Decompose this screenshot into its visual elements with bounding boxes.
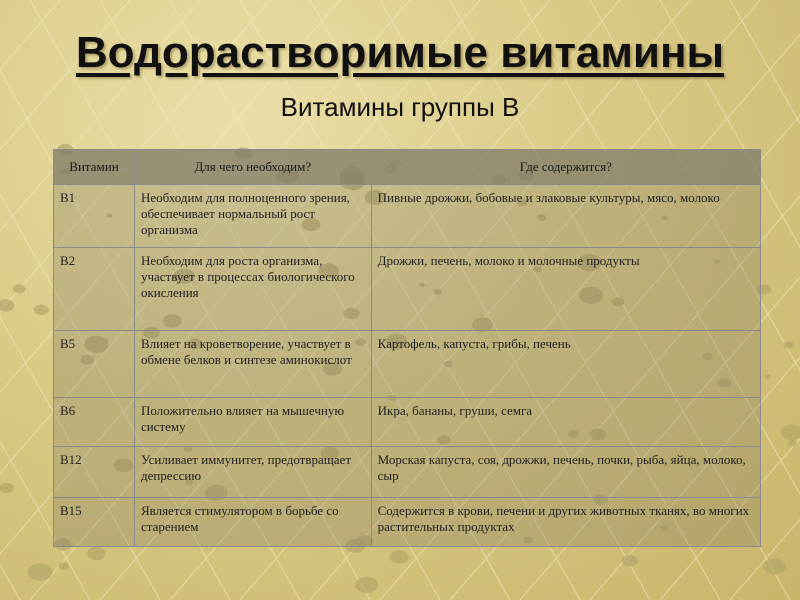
background-bead [87, 547, 106, 560]
purpose-cell: Необходим для роста организма, участвует в процессах биологического окисления [134, 248, 371, 331]
source-cell: Картофель, капуста, грибы, печень [371, 331, 760, 398]
background-bead [13, 284, 26, 293]
background-bead [34, 304, 49, 315]
vitamin-cell: В6 [54, 398, 135, 447]
table-row [54, 398, 761, 447]
background-bead [355, 577, 378, 593]
column-header-purpose: Для чего необходим? [134, 150, 371, 185]
background-bead [763, 558, 785, 574]
background-bead [0, 299, 14, 311]
slide-subtitle: Витамины группы В [280, 92, 520, 122]
table-row [54, 331, 761, 398]
vitamin-cell: В2 [54, 248, 135, 331]
table-row [54, 447, 761, 498]
background-bead [390, 550, 409, 563]
background-bead [764, 374, 770, 378]
source-cell: Пивные дрожжи, бобовые и злаковые культуры, мясо, молоко [371, 185, 760, 248]
purpose-cell: Влияет на кроветворение, участвует в обмене белков и синтезе аминокислот [134, 331, 371, 398]
vitamin-cell: В15 [54, 498, 135, 547]
table-row [54, 185, 761, 248]
background-bead [783, 341, 793, 348]
source-cell: Морская капуста, соя, дрожжи, печень, почки, рыба, яйца, молоко, сыр [371, 447, 760, 498]
background-bead [59, 562, 69, 569]
source-cell: Икра, бананы, груши, семга [371, 398, 760, 447]
vitamin-cell: В1 [54, 185, 135, 248]
vitamin-cell: В12 [54, 447, 135, 498]
vitamins-table [53, 149, 761, 547]
background-bead [0, 483, 14, 493]
table-row [54, 248, 761, 331]
slide-title: Водорастворимые витамины [75, 28, 725, 77]
source-cell: Содержится в крови, печени и других животных тканях, во многих растительных продуктах [371, 498, 760, 547]
background-bead [622, 555, 638, 567]
table-row [54, 498, 761, 547]
table-header-row [54, 150, 761, 185]
background-bead [788, 440, 797, 446]
column-header-source: Где содержится? [371, 150, 760, 185]
source-cell: Дрожжи, печень, молоко и молочные продукты [371, 248, 760, 331]
purpose-cell: Необходим для полноценного зрения, обеспечивает нормальный рост организма [134, 185, 371, 248]
purpose-cell: Является стимулятором в борьбе со старением [134, 498, 371, 547]
purpose-cell: Положительно влияет на мышечную систему [134, 398, 371, 447]
background-bead [781, 424, 800, 440]
purpose-cell: Усиливает иммунитет, предотвращает депрессию [134, 447, 371, 498]
vitamin-cell: В5 [54, 331, 135, 398]
background-bead [28, 563, 53, 581]
column-header-vitamin: Витамин [54, 150, 135, 185]
